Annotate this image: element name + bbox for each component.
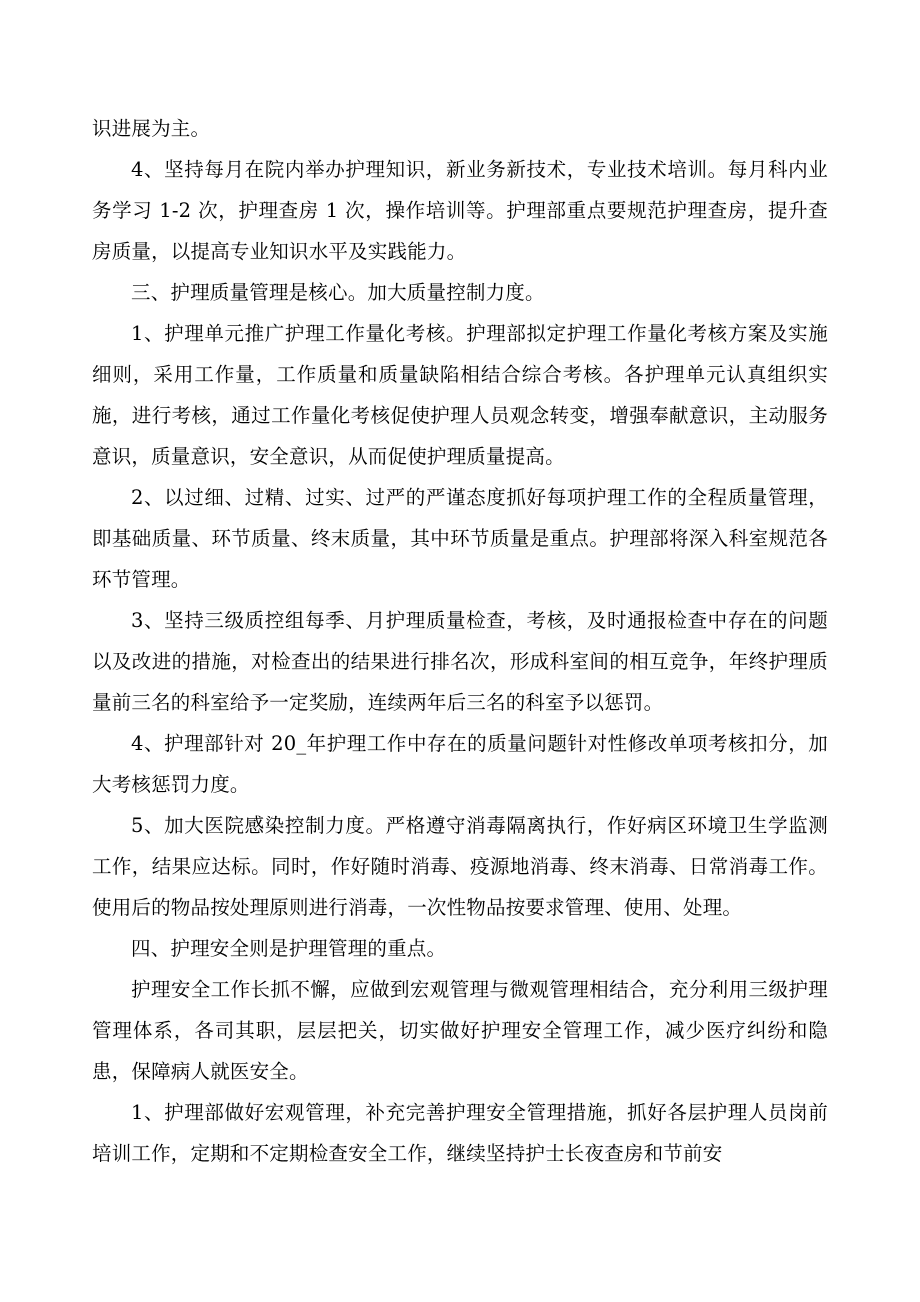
paragraph-item-4-1: 1、护理部做好宏观管理，补充完善护理安全管理措施，抓好各层护理人员岗前培训工作，定期和不定期检查安全工作，继续坚持护士长夜查房和节前安: [92, 1101, 828, 1165]
paragraph-item-3-3: 3、坚持三级质控组每季、月护理质量检查，考核，及时通报检查中存在的问题以及改进的措施，对检查出的结果进行排名次，形成科室间的相互竞争，年终护理质量前三名的科室给予一定奖励，连续两年后三名的科室予以惩罚。: [92, 609, 828, 714]
paragraph-section-4-intro: 护理安全工作长抓不懈，应做到宏观管理与微观管理相结合，充分利用三级护理管理体系，各司其职，层层把关，切实做好护理安全管理工作，减少医疗纠纷和隐患，保障病人就医安全。: [92, 978, 828, 1083]
paragraph-item-3-4: 4、护理部针对 20_年护理工作中存在的质量问题针对性修改单项考核扣分，加大考核惩罚力度。: [92, 732, 828, 796]
paragraph-item-3-2: 2、以过细、过精、过实、过严的严谨态度抓好每项护理工作的全程质量管理，即基础质量、环节质量、终末质量，其中环节质量是重点。护理部将深入科室规范各环节管理。: [92, 486, 828, 591]
paragraph-item-3-5: 5、加大医院感染控制力度。严格遵守消毒隔离执行，作好病区环境卫生学监测工作，结果应达标。同时，作好随时消毒、疫源地消毒、终末消毒、日常消毒工作。使用后的物品按处理原则进行消毒，一次性物品按要求管理、使用、处理。: [92, 814, 828, 919]
paragraph-section-4-heading: 四、护理安全则是护理管理的重点。: [131, 937, 447, 960]
document-body: [92, 108, 828, 1174]
paragraph-item-2-4: 4、坚持每月在院内举办护理知识，新业务新技术，专业技术培训。每月科内业务学习 1-2 次，护理查房 1 次，操作培训等。护理部重点要规范护理查房，提升查房质量，以提高专业知识水平及实践能力。: [92, 158, 828, 263]
paragraph-section-3-heading: 三、护理质量管理是核心。加大质量控制力度。: [131, 281, 545, 304]
paragraph-item-3-1: 1、护理单元推广护理工作量化考核。护理部拟定护理工作量化考核方案及实施细则，采用工作量，工作质量和质量缺陷相结合综合考核。各护理单元认真组织实施，进行考核，通过工作量化考核促使护理人员观念转变，增强奉献意识，主动服务意识，质量意识，安全意识，从而促使护理质量提高。: [92, 322, 828, 468]
paragraph-continuation: 识进展为主。: [92, 117, 211, 140]
